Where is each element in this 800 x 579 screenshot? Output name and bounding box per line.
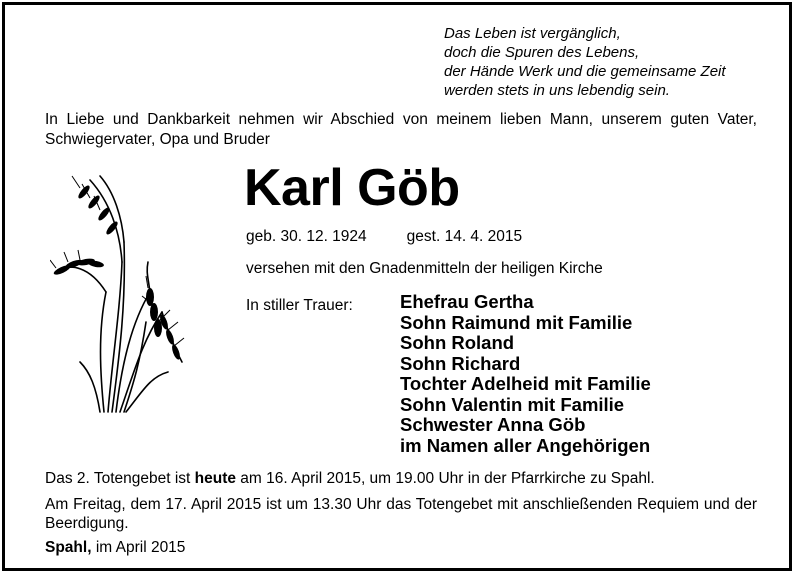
place-date: im April 2015 — [91, 539, 186, 556]
list-item: Sohn Roland — [400, 332, 515, 353]
list-item: Sohn Valentin mit Familie — [400, 393, 625, 415]
list-item: im Namen aller Angehörigen — [400, 434, 651, 456]
mourners-list — [400, 292, 651, 456]
poem-line: der Hände Werk und die gemeinsame Zeit — [444, 63, 726, 80]
birth-date: geb. 30. 12. 1924 — [246, 228, 367, 245]
mourning-label: In stiller Trauer: — [246, 297, 353, 314]
sacrament-text: versehen mit den Gnadenmitteln der heiligen Kirche — [246, 260, 603, 277]
requiem-notice: Am Freitag, dem 17. April 2015 ist um 13.30 Uhr das Totengebet mit anschließenden Requiem und der Beerdigung. — [45, 496, 757, 532]
poem-line: werden stets in uns lebendig sein. — [444, 82, 670, 99]
list-item: Ehefrau Gertha — [400, 291, 534, 312]
poem-line: Das Leben ist vergänglich, — [444, 25, 621, 42]
poem — [444, 24, 784, 100]
place-and-date — [45, 539, 185, 557]
list-item: Sohn Raimund mit Familie — [400, 311, 633, 333]
prayer-notice — [45, 470, 757, 488]
wheat-ears-icon — [50, 172, 190, 416]
poem-line: doch die Spuren des Lebens, — [444, 44, 640, 61]
prayer-highlight: heute — [194, 470, 236, 487]
deceased-name: Karl Göb — [244, 159, 460, 217]
place-town: Spahl, — [45, 539, 92, 556]
list-item: Tochter Adelheid mit Familie — [400, 373, 651, 394]
life-dates — [246, 228, 522, 246]
intro-text: In Liebe und Dankbarkeit nehmen wir Abschied von meinem lieben Mann, unserem guten Vater, Schwiegervater, Opa und Bruder — [45, 111, 757, 148]
list-item: Sohn Richard — [400, 352, 521, 374]
death-date: gest. 14. 4. 2015 — [406, 228, 523, 245]
prayer-text-start: Das 2. Totengebet ist — [45, 470, 195, 487]
prayer-text-end: am 16. April 2015, um 19.00 Uhr in der Pfarrkirche zu Spahl. — [236, 470, 655, 487]
list-item: Schwester Anna Göb — [400, 414, 586, 435]
